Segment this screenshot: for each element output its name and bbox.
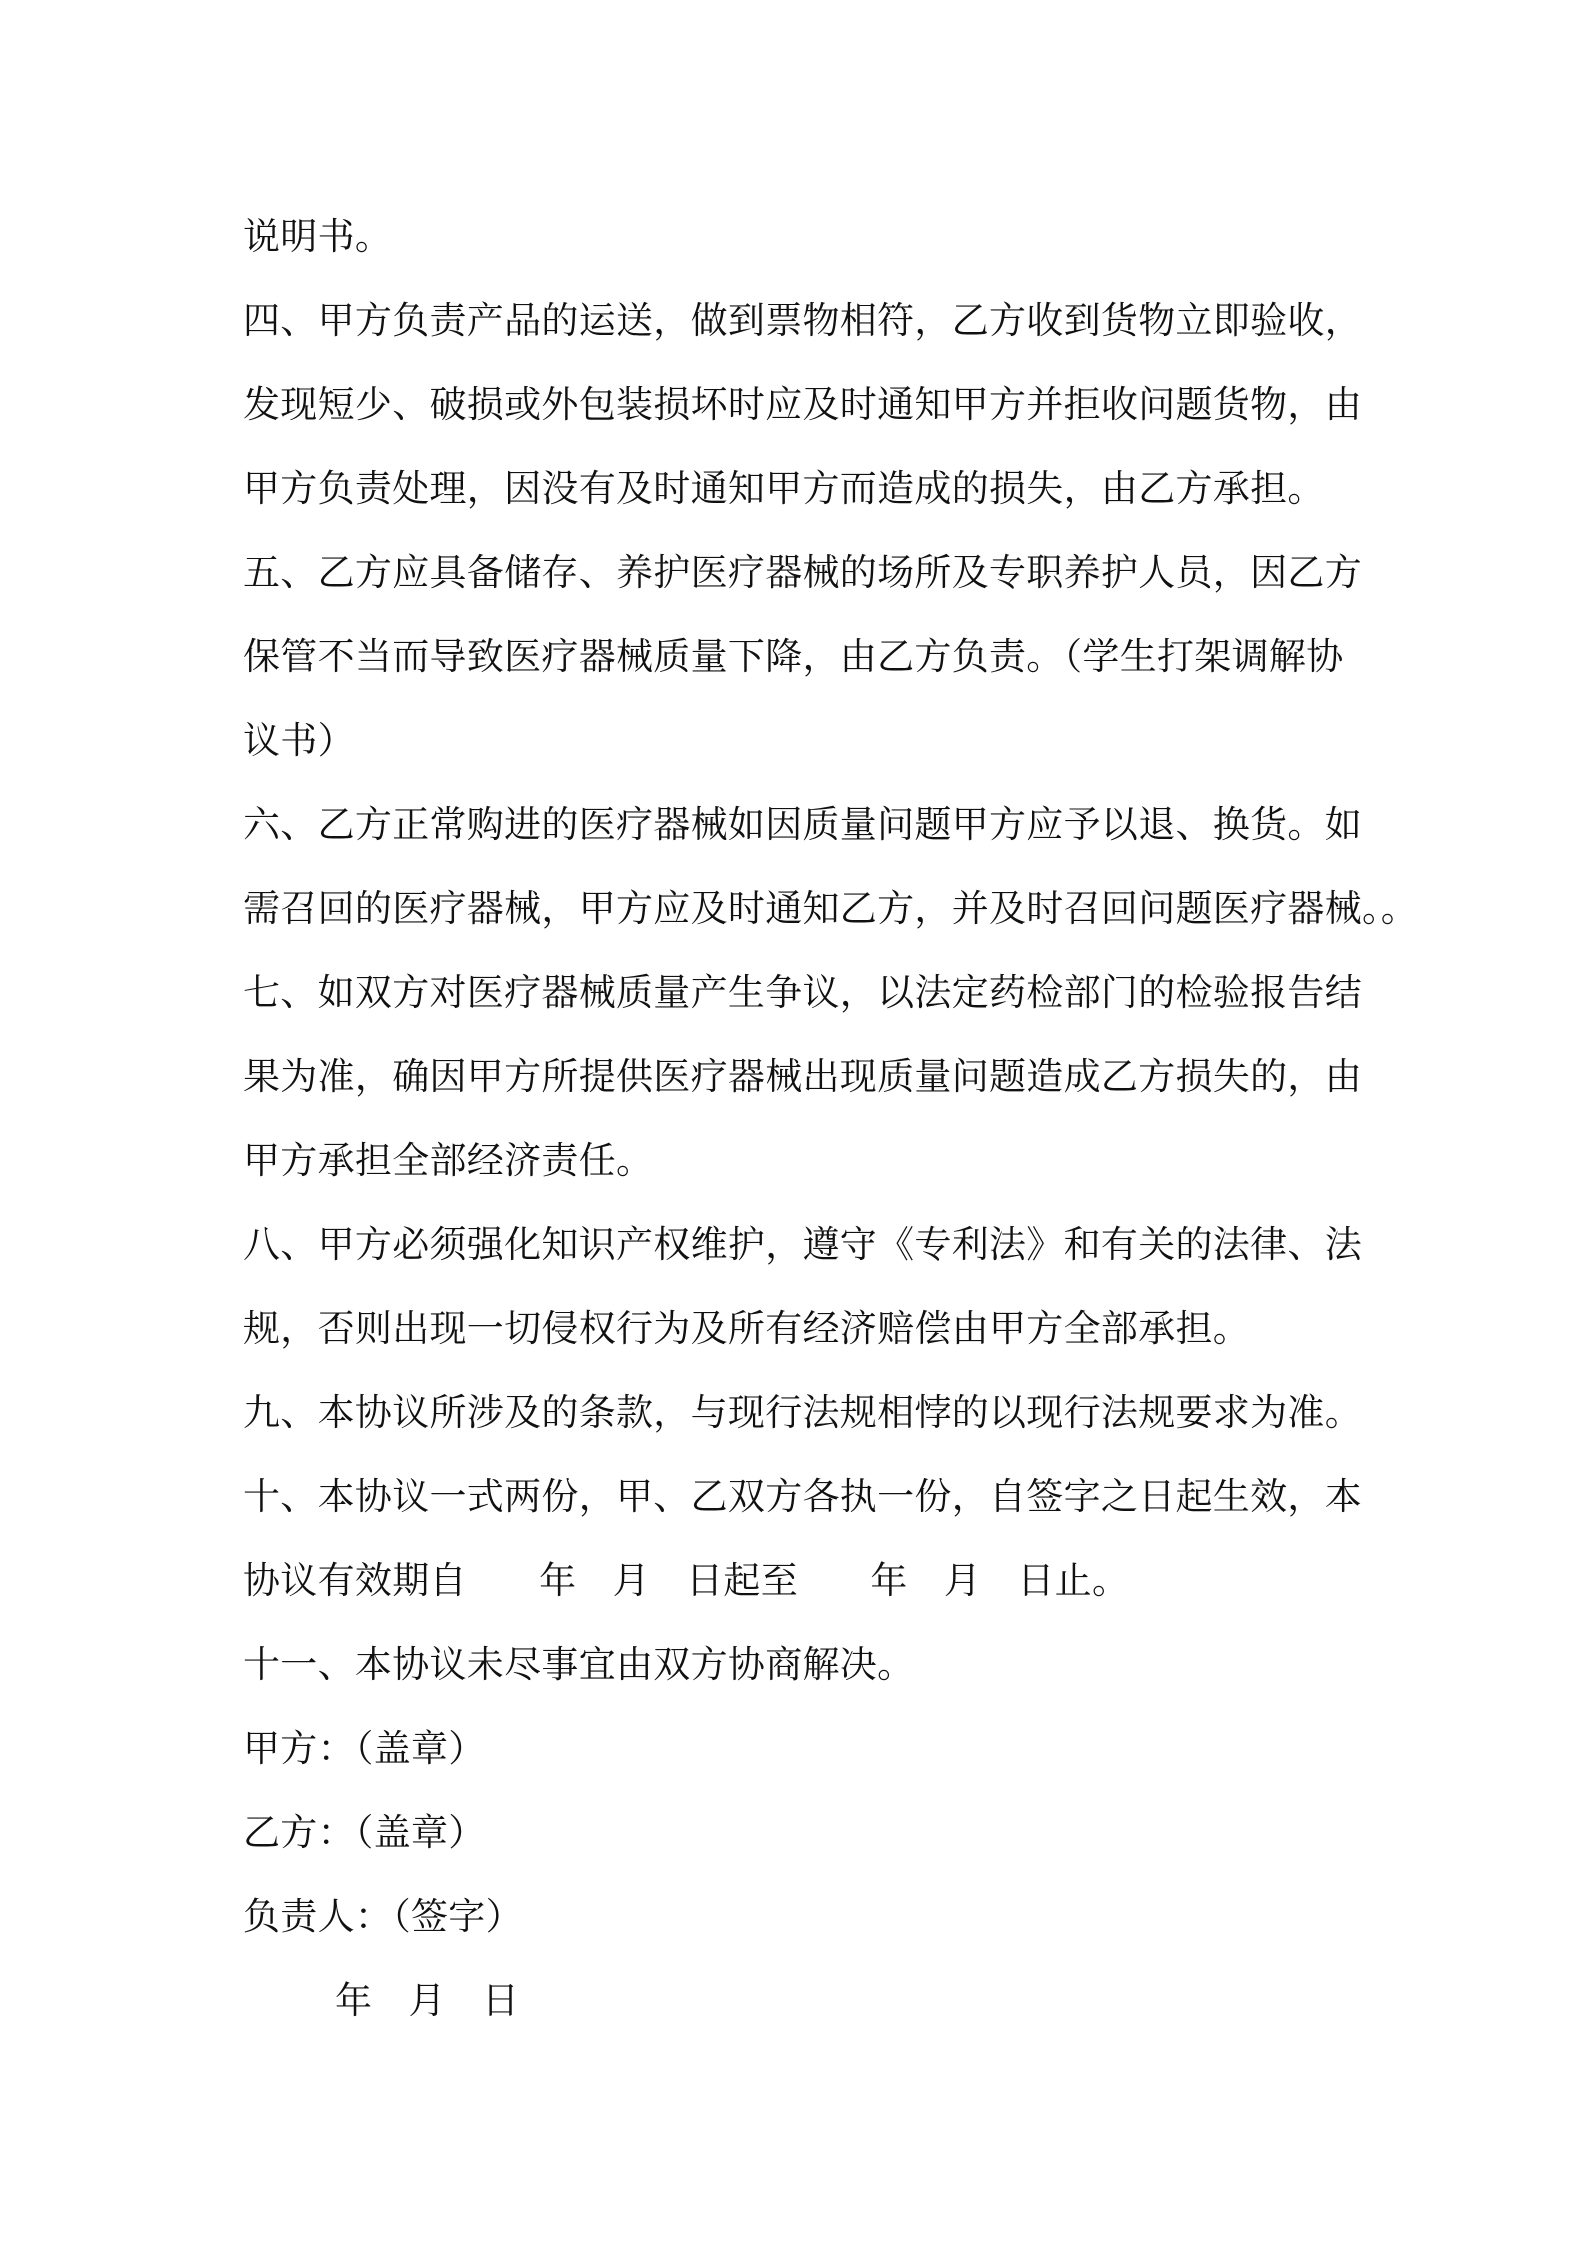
signature-date: 年 月 日 <box>335 1979 520 2022</box>
clause-7-line-2: 果为准，确因甲方所提供医疗器械出现质量问题造成乙方损失的，由 <box>243 1055 1362 1098</box>
clause-6-line-2: 需召回的医疗器械，甲方应及时通知乙方，并及时召回问题医疗器械。。 <box>243 887 1419 930</box>
clause-5-line-3: 议书） <box>243 719 355 762</box>
clause-9-line-1: 九、本协议所涉及的条款，与现行法规相悖的以现行法规要求为准。 <box>243 1391 1362 1434</box>
clause-5-line-2: 保管不当而导致医疗器械质量下降，由乙方负责。（学生打架调解协 <box>243 635 1344 678</box>
clause-10-line-2: 协议有效期自 年 月 日起至 年 月 日止。 <box>243 1559 1130 1602</box>
clause-4-line-3: 甲方负责处理，因没有及时通知甲方而造成的损失，由乙方承担。 <box>243 467 1325 510</box>
clause-4-line-1: 四、甲方负责产品的运送，做到票物相符，乙方收到货物立即验收， <box>243 299 1362 342</box>
clause-4-line-2: 发现短少、破损或外包装损坏时应及时通知甲方并拒收问题货物，由 <box>243 383 1362 426</box>
clause-8-line-1: 八、甲方必须强化知识产权维护，遵守《专利法》和有关的法律、法 <box>243 1223 1362 1266</box>
clause-5-line-1: 五、乙方应具备储存、养护医疗器械的场所及专职养护人员，因乙方 <box>243 551 1362 594</box>
clause-11-line-1: 十一、本协议未尽事宜由双方协商解决。 <box>243 1643 915 1686</box>
clause-7-line-3: 甲方承担全部经济责任。 <box>243 1139 654 1182</box>
responsible-person-signature: 负责人：（签字） <box>243 1895 523 1938</box>
text-line-1: 说明书。 <box>243 215 393 258</box>
party-b-seal: 乙方：（盖章） <box>243 1811 486 1854</box>
clause-8-line-2: 规，否则出现一切侵权行为及所有经济赔偿由甲方全部承担。 <box>243 1307 1251 1350</box>
clause-6-line-1: 六、乙方正常购进的医疗器械如因质量问题甲方应予以退、换货。如 <box>243 803 1362 846</box>
party-a-seal: 甲方：（盖章） <box>243 1727 486 1770</box>
clause-7-line-1: 七、如双方对医疗器械质量产生争议，以法定药检部门的检验报告结 <box>243 971 1362 1014</box>
agreement-text <box>243 195 1419 2043</box>
clause-10-line-1: 十、本协议一式两份，甲、乙双方各执一份，自签字之日起生效，本 <box>243 1475 1362 1518</box>
